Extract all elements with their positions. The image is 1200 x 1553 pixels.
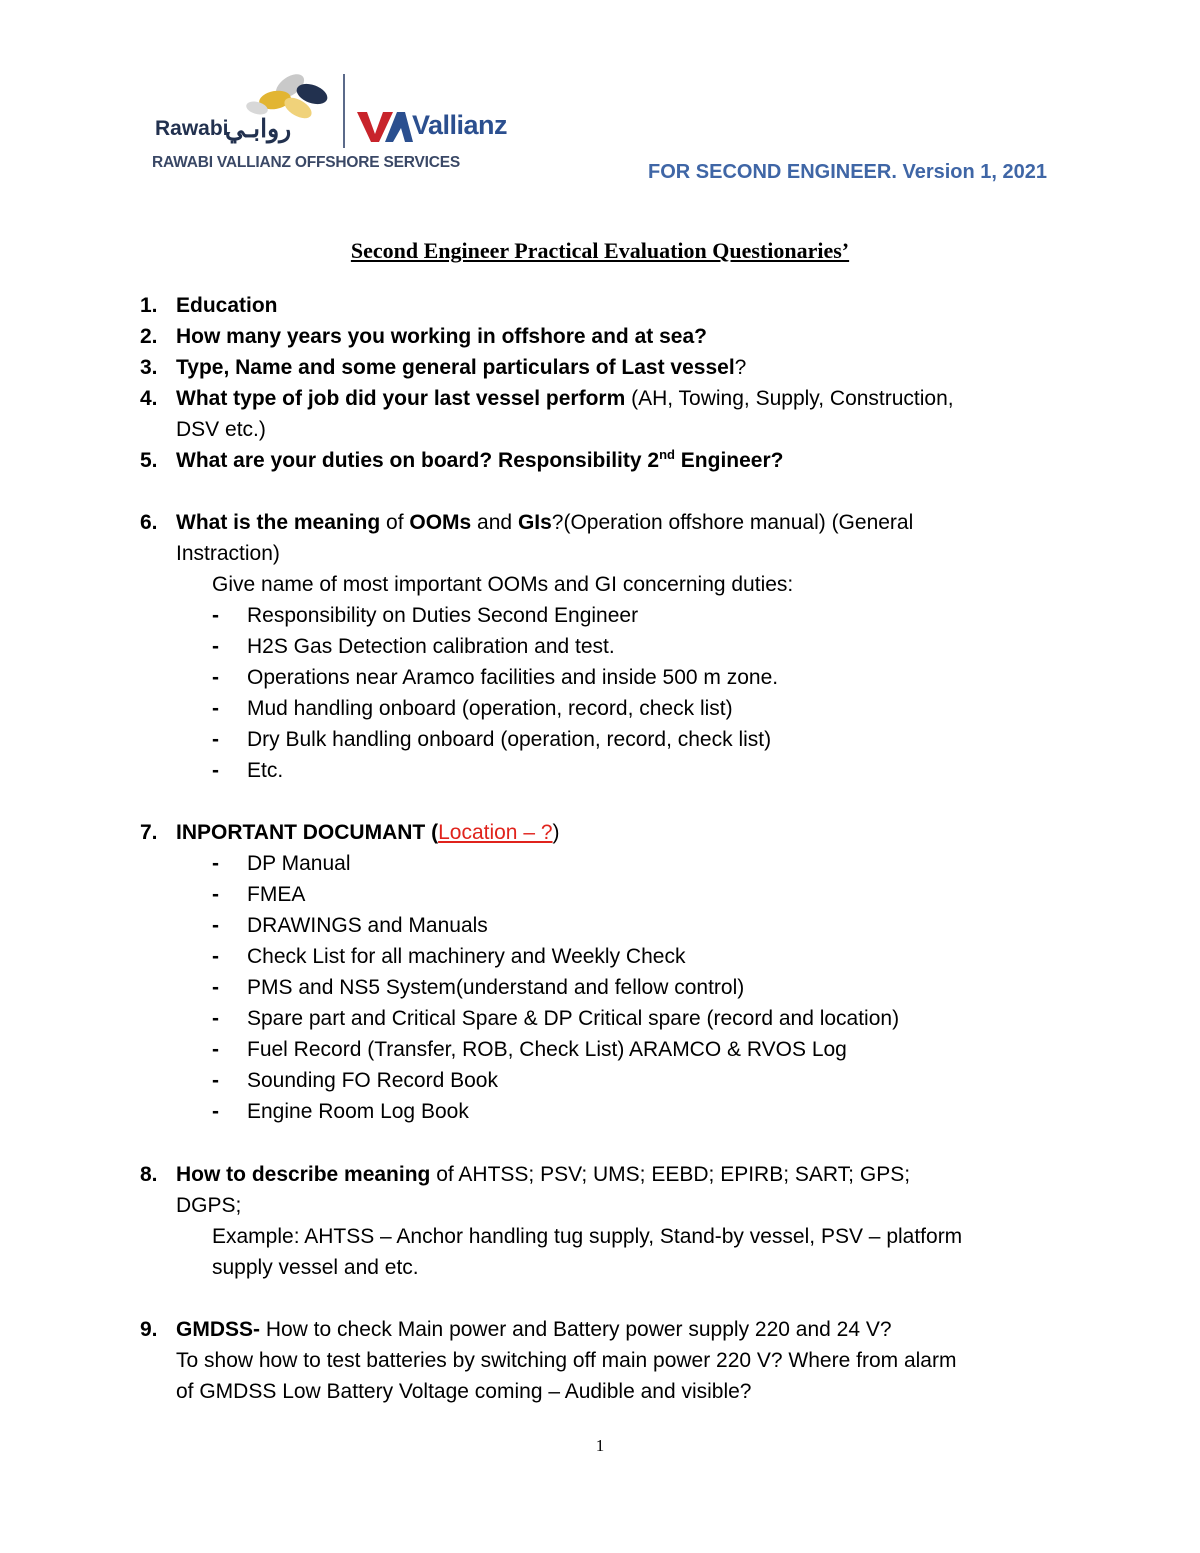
- dash-bullet: -: [212, 852, 219, 875]
- question-text: What are your duties on board? Responsibility 2nd Engineer?: [176, 447, 784, 472]
- dash-bullet: -: [212, 635, 219, 658]
- list-item-text: Etc.: [247, 759, 284, 782]
- dash-bullet: -: [212, 945, 219, 968]
- list-item-text: Operations near Aramco facilities and inside 500 m zone.: [247, 666, 779, 689]
- question-text: Type, Name and some general particulars of Last vessel?: [176, 356, 747, 379]
- dash-bullet: -: [212, 697, 219, 720]
- list-item-text: Sounding FO Record Book: [247, 1069, 498, 1092]
- dash-bullet: -: [212, 1038, 219, 1061]
- question-text: INPORTANT DOCUMANT (Location – ?): [176, 821, 560, 844]
- dash-bullet: -: [212, 759, 219, 782]
- question-text: How to describe meaning of AHTSS; PSV; UMS; EEBD; EPIRB; SART; GPS;: [176, 1163, 911, 1186]
- question-number: 3.: [140, 356, 158, 379]
- question-text: Education: [176, 294, 278, 317]
- dash-bullet: -: [212, 976, 219, 999]
- list-item-text: FMEA: [247, 883, 306, 906]
- page-number: 1: [595, 1436, 605, 1455]
- list-item-text: DRAWINGS and Manuals: [247, 914, 488, 937]
- version-header: FOR SECOND ENGINEER. Version 1, 2021: [647, 161, 1047, 183]
- list-item-text: Spare part and Critical Spare & DP Critical spare (record and location): [247, 1007, 900, 1030]
- list-item-text: Mud handling onboard (operation, record, check list): [247, 697, 733, 720]
- question-number: 7.: [140, 821, 158, 844]
- question-number: 6.: [140, 511, 158, 534]
- dash-bullet: -: [212, 728, 219, 751]
- question-text: How many years you working in offshore and at sea?: [176, 325, 707, 348]
- page-title: Second Engineer Practical Evaluation Questionaries’: [350, 238, 850, 263]
- list-item-text: PMS and NS5 System(understand and fellow control): [247, 976, 745, 999]
- list-item-text: Check List for all machinery and Weekly Check: [247, 945, 686, 968]
- dash-bullet: -: [212, 1100, 219, 1123]
- dash-bullet: -: [212, 883, 219, 906]
- logo-divider: [343, 74, 345, 148]
- list-item-text: Fuel Record (Transfer, ROB, Check List) ARAMCO & RVOS Log: [247, 1038, 847, 1061]
- logo-rawabi-text: Rawabi: [155, 117, 229, 140]
- list-item-text: H2S Gas Detection calibration and test.: [247, 635, 615, 658]
- logo-subtitle: RAWABI VALLIANZ OFFSHORE SERVICES: [152, 154, 461, 171]
- question-text: What type of job did your last vessel perform (AH, Towing, Supply, Construction,: [176, 387, 954, 410]
- company-logo: [150, 72, 550, 177]
- dash-bullet: -: [212, 666, 219, 689]
- question-number: 9.: [140, 1318, 158, 1341]
- logo-vallianz-text: Vallianz: [412, 110, 508, 140]
- list-item-text: Responsibility on Duties Second Engineer: [247, 604, 639, 627]
- vallianz-logo-icon: [355, 110, 415, 144]
- question-text: GMDSS- How to check Main power and Battery power supply 220 and 24 V?: [176, 1318, 892, 1341]
- dash-bullet: -: [212, 1069, 219, 1092]
- question-number: 8.: [140, 1163, 158, 1186]
- logo-arabic-text: روابـي: [225, 115, 292, 143]
- list-item-text: DP Manual: [247, 852, 351, 875]
- dash-bullet: -: [212, 1007, 219, 1030]
- dash-bullet: -: [212, 914, 219, 937]
- question-number: 5.: [140, 449, 158, 472]
- question-number: 4.: [140, 387, 158, 410]
- location-link: Location – ?: [438, 821, 553, 844]
- question-text: What is the meaning of OOMs and GIs?(Operation offshore manual) (General: [176, 511, 914, 534]
- list-item-text: Engine Room Log Book: [247, 1100, 469, 1123]
- question-number: 1.: [140, 294, 158, 317]
- question-number: 2.: [140, 325, 158, 348]
- list-item-text: Dry Bulk handling onboard (operation, record, check list): [247, 728, 772, 751]
- dash-bullet: -: [212, 604, 219, 627]
